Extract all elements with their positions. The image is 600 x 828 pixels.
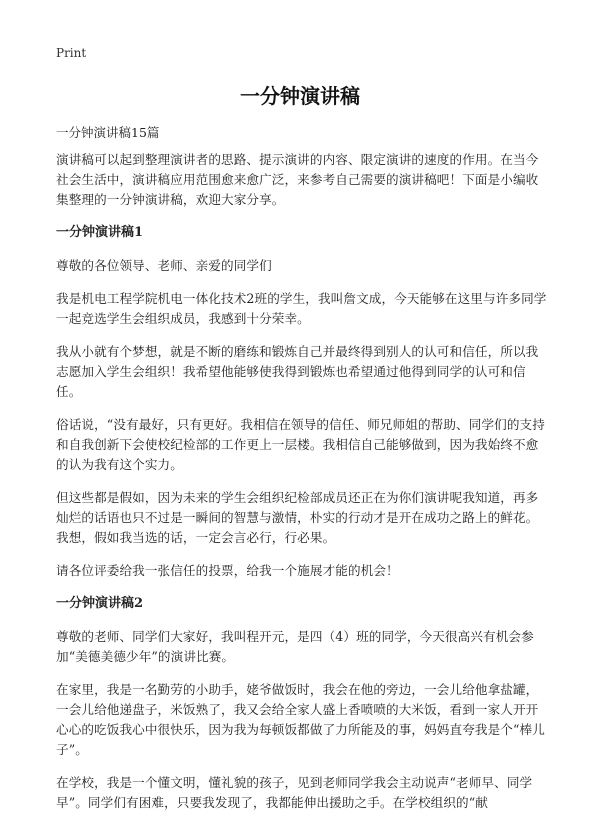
article-body <box>56 150 548 826</box>
intro-paragraph: 演讲稿可以起到整理演讲者的思路、提示演讲的内容、限定演讲的速度的作用。在当今社会生活中，演讲稿应用范围愈来愈广泛，来参考自己需要的演讲稿吧！下面是小编收集整理的一分钟演讲稿，欢迎大家分享。 <box>56 152 539 207</box>
paragraph: 在学校，我是一个懂文明，懂礼貌的孩子，见到老师同学我会主动说声“老师早、同学早”。同学们有困难，只要我发现了，我都能伸出援助之手。在学校组织的“献 <box>56 775 533 810</box>
section-heading: 一分钟演讲稿2 <box>56 596 144 611</box>
paragraph: 俗话说，“没有最好，只有更好。我相信在领导的信任、师兄师姐的帮助、同学们的支持和自我创新下会使校纪检部的工作更上一层楼。我相信自己能够做到，因为我始终不愈的认为我有这个实力。 <box>56 417 545 472</box>
paragraph: 请各位评委给我一张信任的投票，给我一个施展才能的机会！ <box>56 563 399 578</box>
paragraph: 在家里，我是一名勤劳的小助手，姥爷做饭时，我会在他的旁边，一会儿给他拿盐罐，一会儿给他递盘子，米饭熟了，我又会给全家人盛上香喷喷的大米饭，看到一家人开开心心的吃饭我心中很快乐，因为我为每顿饭都做了力所能及的事，妈妈直夸我是个“棒儿子”。 <box>56 682 545 757</box>
paragraph: 我是机电工程学院机电一体化技术2班的学生，我叫詹文成，今天能够在这里与许多同学一起竞选学生会组织成员，我感到十分荣幸。 <box>56 291 547 326</box>
paragraph: 尊敬的老师、同学们大家好，我叫程开元，是四（4）班的同学，今天很高兴有机会参加“美德美德少年”的演讲比赛。 <box>56 629 534 664</box>
page-subtitle: 一分钟演讲稿15篇 <box>56 125 160 140</box>
paragraph: 我从小就有个梦想，就是不断的磨练和锻炼自己并最终得到别人的认可和信任，所以我志愿加入学生会组织！我希望他能够使我得到锻炼也希望通过他得到同学的认可和信任。 <box>56 344 539 399</box>
page-title: 一分钟演讲稿 <box>240 84 360 108</box>
section-heading: 一分钟演讲稿1 <box>56 225 144 240</box>
print-label: Print <box>56 46 87 60</box>
paragraph: 但这些都是假如，因为未来的学生会组织纪检部成员还正在为你们演讲呢我知道，再多灿烂的话语也只不过是一瞬间的智慧与激情，朴实的行动才是开在成功之路上的鲜花。我想，假如我当选的话，一定会言必行，行必果。 <box>56 490 539 545</box>
paragraph: 尊敬的各位领导、老师、亲爱的同学们 <box>56 258 272 273</box>
